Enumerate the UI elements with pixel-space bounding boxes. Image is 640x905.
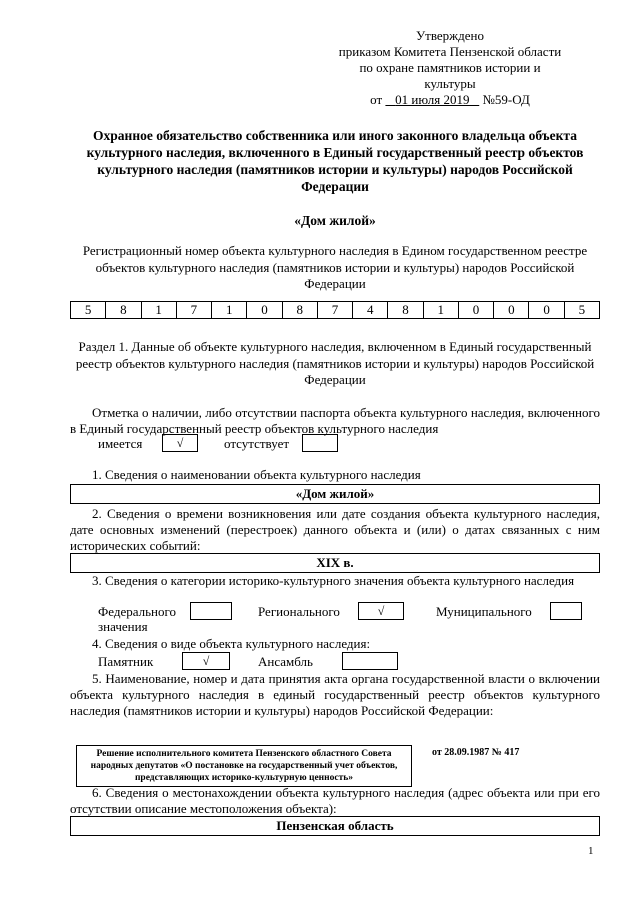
registration-digit: 0 [494, 302, 529, 319]
object-name: «Дом жилой» [294, 213, 376, 228]
approval-line: приказом Комитета Пензенской области [338, 44, 562, 59]
registration-digit: 7 [317, 302, 352, 319]
passport-absent-checkbox[interactable] [302, 434, 338, 452]
passport-absent-label: отсутствует [224, 436, 290, 451]
monument-checkbox[interactable]: √ [182, 652, 230, 670]
item3-label: 3. Сведения о категории историко-культурного значения объекта культурного наследия [92, 573, 575, 588]
registration-digit: 5 [564, 302, 599, 319]
item6-label: 6. Сведения о местонахождении объекта культурного наследия (адрес объекта или при его отсутствии описание местоположения объекта): [70, 785, 600, 816]
section1-heading: Раздел 1. Данные об объекте культурного наследия, включенном в Единый государственный реестр объектов культурного наследия (памятников истории и культуры) народов Российской Федерации [75, 339, 595, 387]
passport-exists-checkbox[interactable]: √ [162, 434, 198, 452]
decision-box: Решение исполнительного комитета Пензенского областного Совета народных депутатов «О постановке на государственный учет объектов, представляющих историко-культурную ценность» [76, 745, 412, 787]
registration-digit: 1 [423, 302, 458, 319]
decision-date: от 28.09.1987 № 417 [432, 747, 520, 758]
ensemble-checkbox[interactable] [342, 652, 398, 670]
registration-digit: 8 [388, 302, 423, 319]
approval-date: 01 июля 2019 [395, 92, 470, 107]
approval-line: культуры [424, 76, 476, 91]
municipal-label: Муниципального [436, 604, 532, 619]
registration-number-table [70, 301, 600, 319]
approval-heading: Утверждено [415, 28, 485, 43]
federal-label: Федерального [98, 604, 177, 619]
item2-value: XIX в. [70, 553, 600, 573]
approval-block [300, 28, 600, 108]
significance-suffix: значения [98, 619, 148, 634]
approval-date-prefix: от [370, 92, 383, 107]
item1-value: «Дом жилой» [70, 484, 600, 504]
registration-digit: 1 [141, 302, 176, 319]
regional-checkbox[interactable]: √ [358, 602, 404, 620]
approval-number: №59-ОД [482, 92, 530, 107]
registration-digit: 7 [176, 302, 211, 319]
approval-date-line [300, 92, 600, 108]
registration-digit: 8 [282, 302, 317, 319]
municipal-checkbox[interactable] [550, 602, 582, 620]
registration-digit: 1 [212, 302, 247, 319]
passport-text: Отметка о наличии, либо отсутствии паспорта объекта культурного наследия, включенного в Единый государственный реестр объектов культурного наследия [70, 405, 600, 436]
registration-digit: 5 [71, 302, 106, 319]
registration-digit: 0 [529, 302, 564, 319]
registration-text: Регистрационный номер объекта культурного наследия в Едином государственном реестре объектов культурного наследия (памятников истории и культуры) народов Российской Федерации [82, 243, 588, 291]
passport-exists-label: имеется [98, 436, 143, 451]
item2-label: 2. Сведения о времени возникновения или дате создания объекта культурного наследия, дате основных изменений (перестроек) данного объекта и (или) о датах связанных с ним исторических событий: [70, 506, 600, 553]
registration-digit: 0 [458, 302, 493, 319]
monument-label: Памятник [98, 654, 154, 669]
document-title: Охранное обязательство собственника или иного законного владельца объекта культурного наследия, включенного в Единый государственный реестр объектов культурного наследия (памятников истории и культуры) народов Российской Федерации [86, 128, 584, 194]
approval-line: по охране памятников истории и [359, 60, 541, 75]
item6-value: Пензенская область [70, 816, 600, 836]
regional-label: Регионального [258, 604, 340, 619]
registration-digit: 8 [106, 302, 141, 319]
item5-label: 5. Наименование, номер и дата принятия акта органа государственной власти о включении объекта культурного наследия в единый государственный реестр объектов культурного наследия (памятников истории и культуры) народов Российской Федерации: [70, 671, 600, 718]
item4-label: 4. Сведения о виде объекта культурного наследия: [92, 636, 371, 651]
registration-digit: 4 [353, 302, 388, 319]
federal-checkbox[interactable] [190, 602, 232, 620]
registration-digit: 0 [247, 302, 282, 319]
page-number: 1 [588, 845, 594, 857]
ensemble-label: Ансамбль [258, 654, 313, 669]
item1-label: 1. Сведения о наименовании объекта культурного наследия [92, 467, 421, 482]
